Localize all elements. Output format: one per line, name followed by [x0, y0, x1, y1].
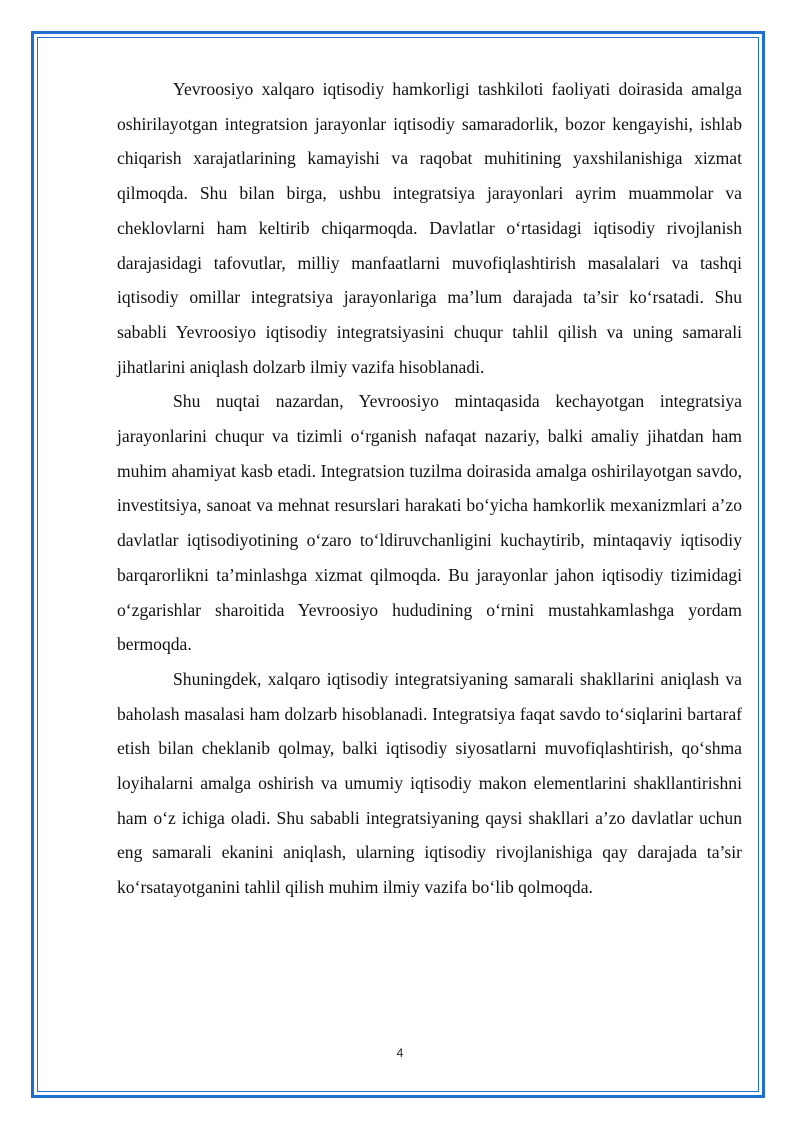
paragraph-1: Yevroosiyo xalqaro iqtisodiy hamkorligi tashkiloti faoliyati doirasida amalga oshirilayotgan integratsion jarayonlar iqtisodiy samaradorlik, bozor kengayishi, ishlab chiqarish xarajatlarining kamayishi va raqobat muhitining yaxshilanishiga xizmat qilmoqda. Shu bilan birga, ushbu integratsiya jarayonlari ayrim muammolar va cheklovlarni ham keltirib chiqarmoqda. Davlatlar o‘rtasidagi iqtisodiy rivojlanish darajasidagi tafovutlar, milliy manfaatlarni muvofiqlashtirish masalalari va tashqi iqtisodiy omillar integratsiya jarayonlariga ma’lum darajada ta’sir ko‘rsatadi. Shu sababli Yevroosiyo iqtisodiy integratsiyasini chuqur tahlil qilish va uning samarali jihatlarini aniqlash dolzarb ilmiy vazifa hisoblanadi.	[117, 79, 742, 377]
paragraph-3: Shuningdek, xalqaro iqtisodiy integratsiyaning samarali shakllarini aniqlash va baholash masalasi ham dolzarb hisoblanadi. Integratsiya faqat savdo to‘siqlarini bartaraf etish bilan cheklanib qolmay, balki iqtisodiy siyosatlarni muvofiqlashtirish, qo‘shma loyihalarni amalga oshirish va umumiy iqtisodiy makon elementlarini shakllantirishni ham o‘z ichiga oladi. Shu sababli integratsiyaning qaysi shakllari a’zo davlatlar uchun eng samarali ekanini aniqlash, ularning iqtisodiy rivojlanishiga qay darajada ta’sir ko‘rsatayotganini tahlil qilish muhim ilmiy vazifa bo‘lib qolmoqda.	[117, 668, 742, 898]
document-body	[117, 72, 742, 905]
page-number: 4	[396, 1046, 404, 1060]
paragraph-2: Shu nuqtai nazardan, Yevroosiyo mintaqasida kechayotgan integratsiya jarayonlarini chuqur va tizimli o‘rganish nafaqat nazariy, balki amaliy jihatdan ham muhim ahamiyat kasb etadi. Integratsion tuzilma doirasida amalga oshirilayotgan savdo, investitsiya, sanoat va mehnat resurslari harakati bo‘yicha hamkorlik mexanizmlari a’zo davlatlar iqtisodiyotining o‘zaro to‘ldiruvchanligini kuchaytirib, mintaqaviy iqtisodiy barqarorlikni ta’minlashga xizmat qilmoqda. Bu jarayonlar jahon iqtisodiy tizimidagi o‘zgarishlar sharoitida Yevroosiyo hududining o‘rnini mustahkamlashga yordam bermoqda.	[117, 391, 742, 655]
